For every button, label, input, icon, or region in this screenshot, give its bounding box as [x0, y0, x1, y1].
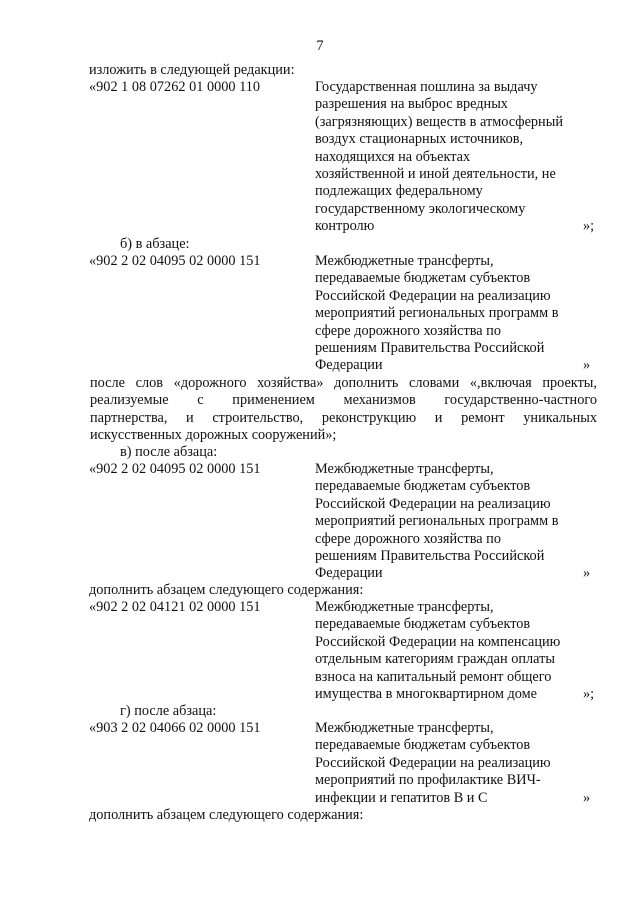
description-line: хозяйственной и иной деятельности, не	[315, 166, 556, 183]
description-line: Российской Федерации на реализацию	[315, 495, 551, 512]
description-line: передаваемые бюджетам субъектов	[315, 616, 531, 633]
budget-description	[315, 599, 585, 703]
paragraph-line: после слов «дорожного хозяйства» дополнить словами «,включая проекты,	[90, 375, 597, 391]
description-line: отдельным категориям граждан оплаты	[315, 651, 555, 668]
paragraph-line: реализуемые с применением механизмов государственно-частного	[90, 392, 597, 409]
subsection-heading-v: в) после абзаца:	[120, 444, 218, 460]
budget-description	[315, 720, 585, 807]
intro-line: изложить в следующей редакции:	[89, 62, 295, 78]
budget-description	[315, 461, 585, 583]
description-line: Российской Федерации на реализацию	[315, 287, 551, 304]
description-line: имущества в многоквартирном доме	[315, 686, 538, 703]
description-line: Государственная пошлина за выдачу	[315, 79, 538, 95]
budget-code: «902 2 02 04095 02 0000 151	[89, 461, 261, 477]
description-line: (загрязняющих) веществ в атмосферный	[315, 113, 563, 130]
description-line: Межбюджетные трансферты,	[315, 599, 494, 615]
description-line: взноса на капитальный ремонт общего	[315, 668, 552, 685]
closing-quote: »	[583, 790, 591, 806]
description-line: передаваемые бюджетам субъектов	[315, 478, 531, 495]
budget-code: «902 2 02 04095 02 0000 151	[89, 253, 261, 269]
description-line: подлежащих федеральному	[315, 183, 483, 200]
subsection-heading-b: б) в абзаце:	[120, 236, 190, 252]
description-line: сфере дорожного хозяйства по	[315, 322, 501, 339]
description-line: Межбюджетные трансферты,	[315, 461, 494, 477]
description-line: Межбюджетные трансферты,	[315, 253, 494, 269]
description-line: Российской Федерации на компенсацию	[315, 633, 561, 650]
budget-code: «903 2 02 04066 02 0000 151	[89, 720, 261, 736]
description-line: находящихся на объектах	[315, 148, 471, 165]
budget-code: «902 1 08 07262 01 0000 110	[89, 79, 261, 95]
description-line: разрешения на выброс вредных	[315, 96, 508, 113]
closing-quote: »	[583, 357, 591, 373]
description-line: воздух стационарных источников,	[315, 131, 524, 148]
description-line: решениям Правительства Российской	[315, 340, 545, 357]
supplement-line: дополнить абзацем следующего содержания:	[89, 807, 364, 823]
closing-quote: »;	[583, 686, 595, 702]
description-line: Межбюджетные трансферты,	[315, 720, 494, 736]
subsection-heading-g: г) после абзаца:	[120, 703, 217, 719]
budget-description	[315, 253, 585, 375]
description-line: мероприятий региональных программ в	[315, 513, 559, 530]
budget-description	[315, 79, 585, 236]
description-line: Федерации	[315, 565, 383, 582]
paragraph-line: партнерства, и строительство, реконструкцию и ремонт уникальных	[90, 409, 597, 426]
description-line: передаваемые бюджетам субъектов	[315, 270, 531, 287]
closing-quote: »;	[583, 218, 595, 234]
description-line: государственному экологическому	[315, 200, 526, 217]
page-number: 7	[316, 38, 324, 54]
description-line: решениям Правительства Российской	[315, 548, 545, 565]
description-line: мероприятий по профилактике ВИЧ-	[315, 772, 541, 789]
description-line: мероприятий региональных программ в	[315, 305, 559, 322]
paragraph-line: искусственных дорожных сооружений»;	[90, 427, 337, 444]
description-line: Российской Федерации на реализацию	[315, 754, 551, 771]
description-line: контролю	[315, 218, 375, 235]
supplement-line: дополнить абзацем следующего содержания:	[89, 582, 364, 598]
description-line: инфекции и гепатитов В и С	[315, 789, 488, 806]
description-line: передаваемые бюджетам субъектов	[315, 737, 531, 754]
closing-quote: »	[583, 565, 591, 581]
amendment-paragraph	[90, 375, 597, 445]
budget-code: «902 2 02 04121 02 0000 151	[89, 599, 261, 615]
description-line: Федерации	[315, 357, 383, 374]
description-line: сфере дорожного хозяйства по	[315, 530, 501, 547]
